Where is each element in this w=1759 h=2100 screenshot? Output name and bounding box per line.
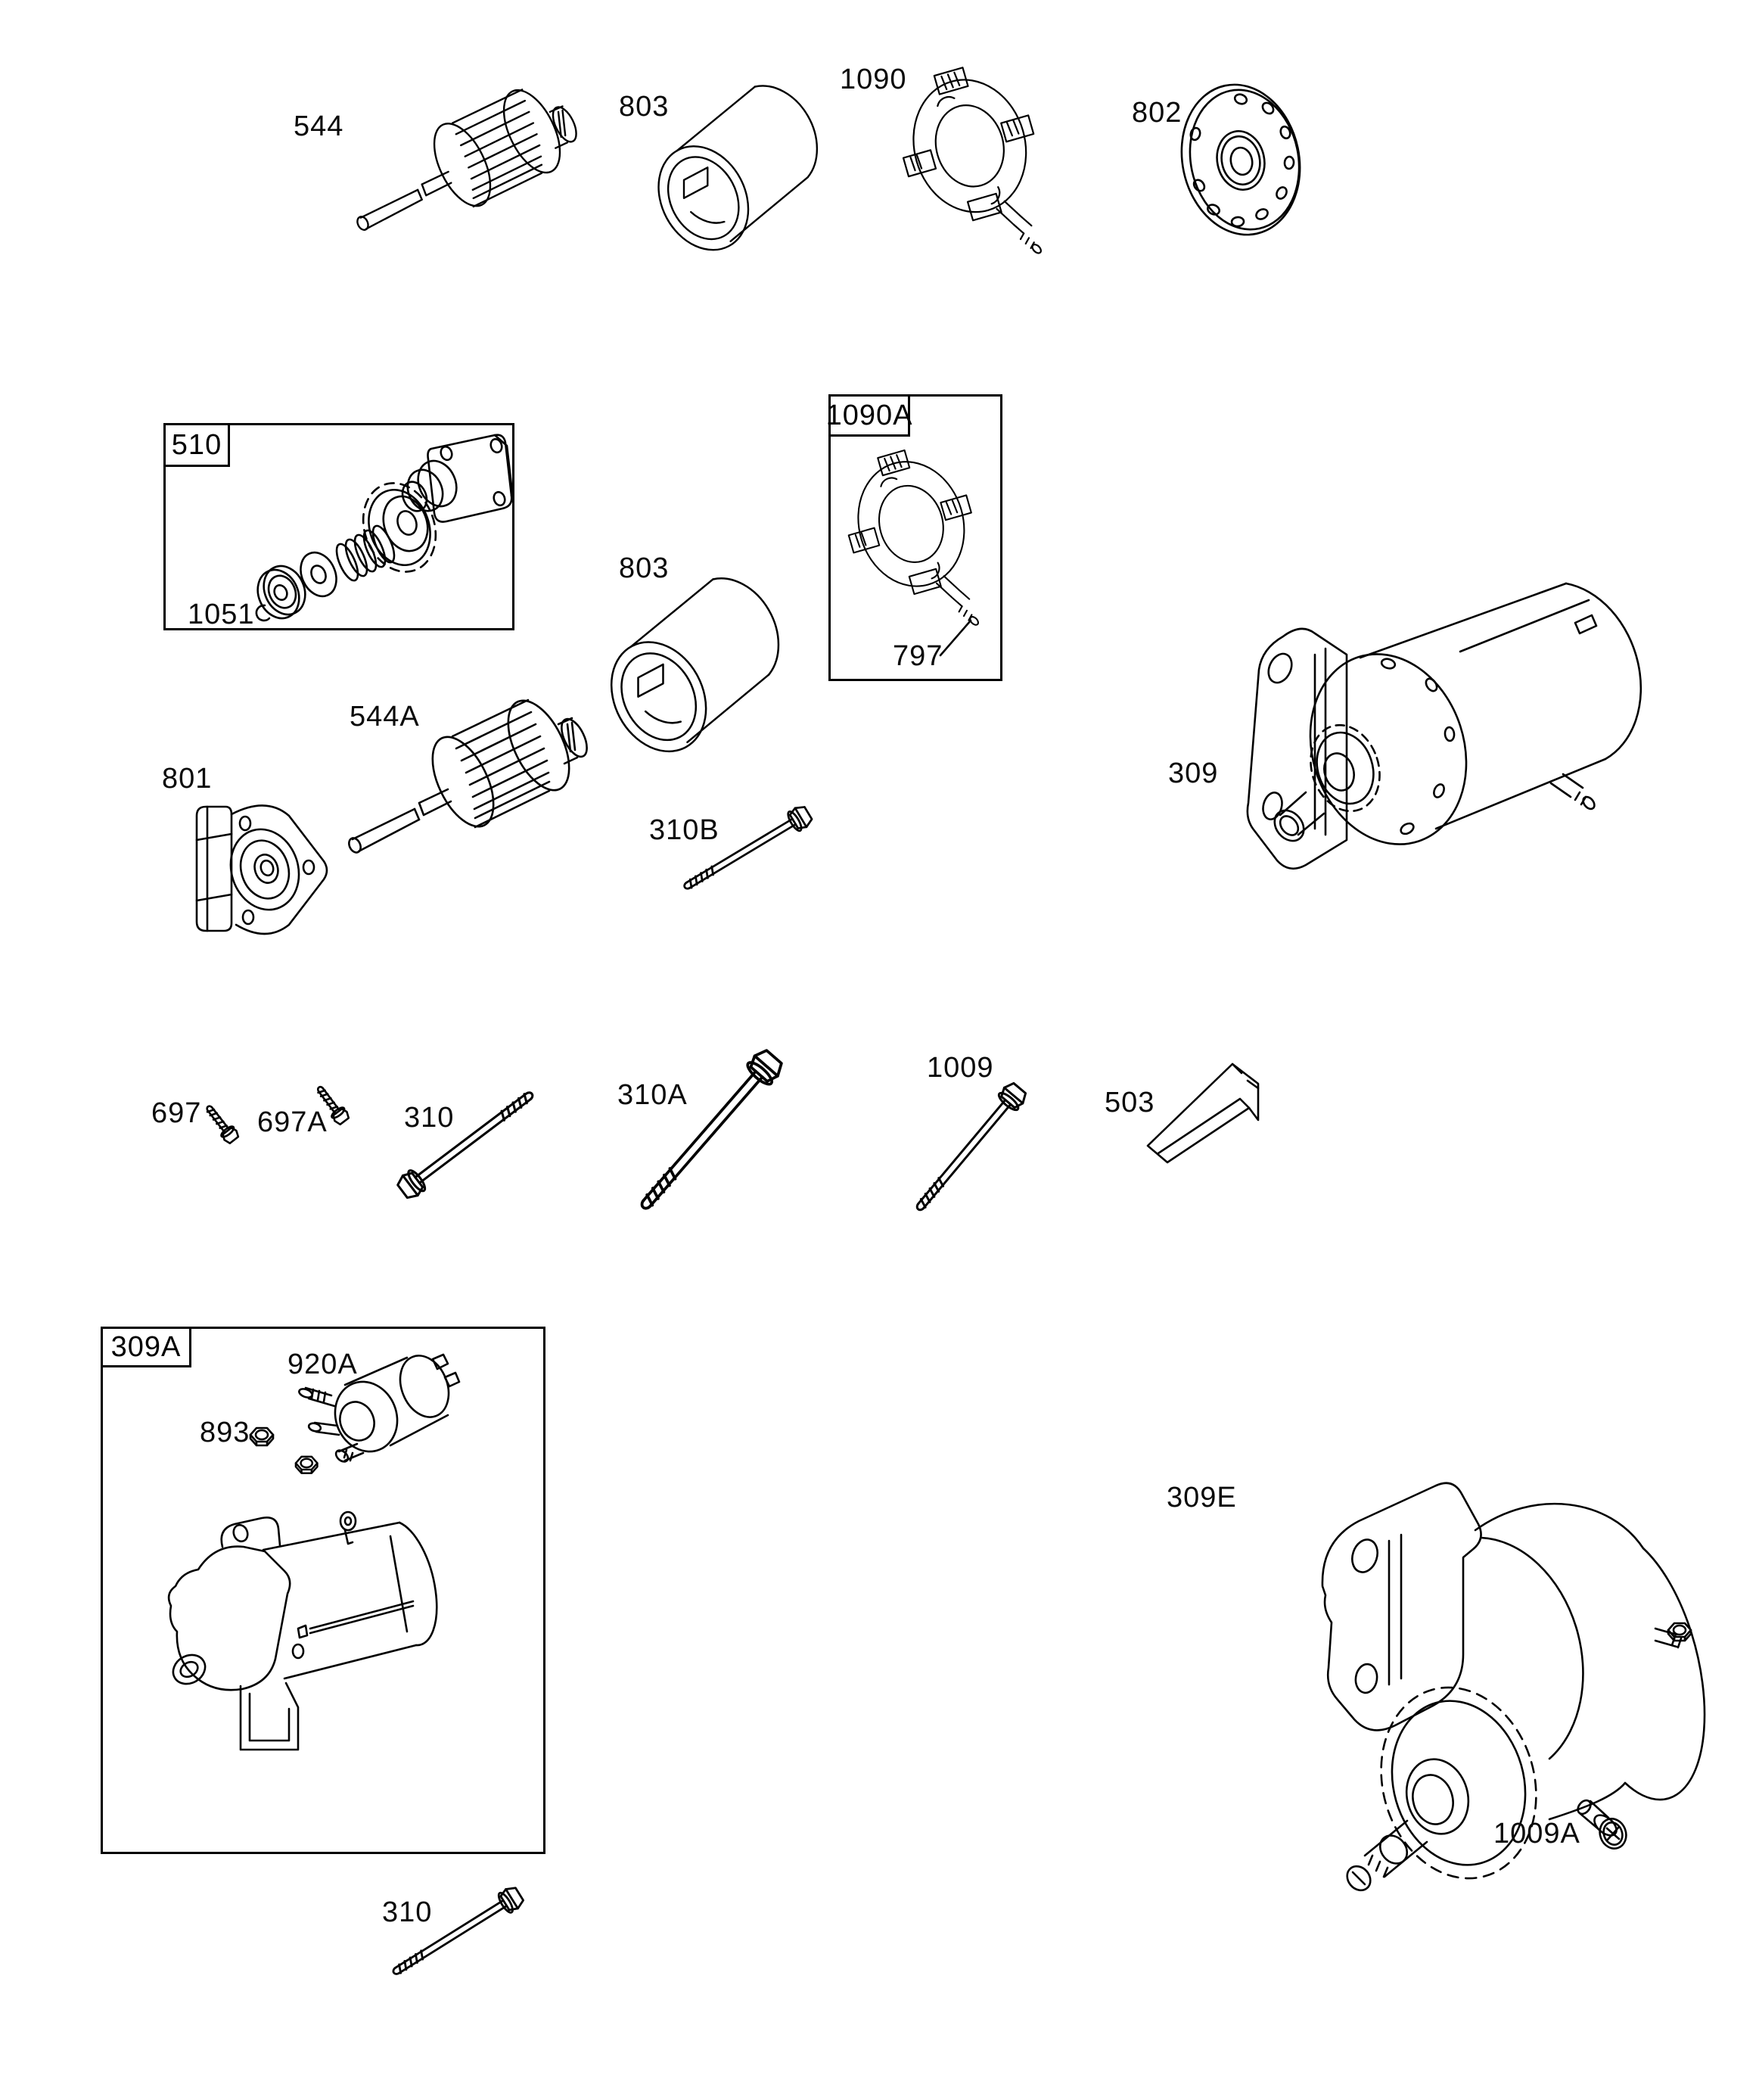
armature-544 [356, 82, 581, 232]
callout-1090: 1090 [840, 64, 907, 95]
callout-803-top: 803 [619, 91, 670, 123]
callout-310-row: 310 [404, 1102, 455, 1134]
callout-697: 697 [151, 1097, 202, 1129]
end-cap-802 [1168, 73, 1313, 246]
screw-1009a [1575, 1798, 1630, 1853]
callout-310a: 310A [617, 1079, 688, 1111]
group-tag-510 [163, 423, 230, 467]
callout-803-mid: 803 [619, 552, 670, 584]
sleeve-803-mid [593, 578, 778, 767]
callout-920a: 920A [287, 1349, 358, 1380]
bolt-310a [632, 1047, 785, 1217]
callout-1009: 1009 [927, 1052, 994, 1084]
callout-801: 801 [162, 763, 213, 795]
callout-797: 797 [893, 640, 943, 672]
callout-893: 893 [200, 1417, 250, 1448]
group-box-1090a [825, 394, 1002, 681]
callout-544: 544 [294, 110, 344, 142]
callout-697a: 697A [257, 1106, 328, 1138]
callout-503: 503 [1105, 1087, 1155, 1118]
callout-309: 309 [1168, 758, 1219, 789]
group-label-510: 510 [171, 428, 222, 461]
starter-motor-309 [1248, 583, 1641, 869]
bracket-503 [1148, 1064, 1258, 1162]
group-label-1090a: 1090A [825, 399, 913, 431]
group-tag-1090a [825, 394, 913, 437]
callout-544a: 544A [350, 701, 420, 733]
bolt-1009 [909, 1081, 1029, 1217]
group-tag-309a [101, 1327, 191, 1367]
screw-697 [202, 1102, 240, 1144]
callout-309e: 309E [1167, 1482, 1237, 1514]
callout-1051: 1051 [188, 599, 255, 630]
callout-310-bottom: 310 [382, 1896, 433, 1928]
callout-310b: 310B [649, 814, 719, 846]
brush-holder-1090 [898, 67, 1043, 255]
group-box-309a [101, 1327, 545, 1854]
callout-1009a: 1009A [1493, 1818, 1580, 1850]
group-label-309a: 309A [110, 1330, 182, 1363]
callout-802: 802 [1132, 97, 1183, 129]
end-plate-801 [197, 805, 327, 934]
